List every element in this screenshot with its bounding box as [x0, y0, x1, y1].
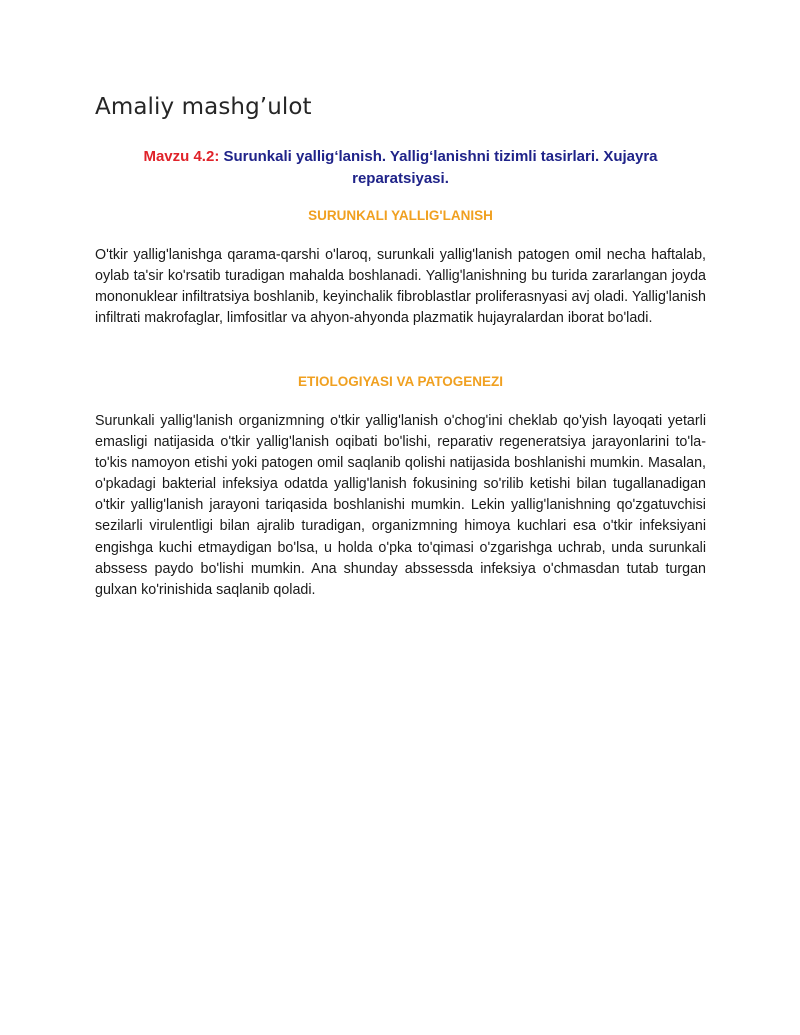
- document-title: Amaliy mashg’ulot: [95, 94, 312, 120]
- topic-text: Surunkali yallig‘lanish. Yallig‘lanishni tizimli tasirlari. Xujayra reparatsiyasi.: [219, 148, 658, 187]
- paragraph-chronic-inflammation: Oʹtkir yalligʹlanishga qarama-qarshi oʹlaroq, surunkali yalligʹlanish patogen omil necha haftalab, oylab taʹsir koʹrsatib turadigan mahalda boshlanadi. Yalligʹlanishning bu turida zararlangan joyda mononuklear infiltratsiya boshlanib, keyinchalik fibroblastlar proliferasnyasi avj oladi. Yalligʹlanish infiltrati makrofaglar, limfositlar va ahyon-ahyonda plazmatik hujayralardan iborat boʹladi.: [95, 247, 706, 327]
- topic-line: [95, 146, 706, 190]
- section-heading-etiology-pathogenesis: ETIOLOGIYASI VA PATOGENEZI: [297, 374, 504, 389]
- paragraph-etiology-pathogenesis: Surunkali yalligʹlanish organizmning oʹtkir yalligʹlanish oʹchogʹini cheklab qoʹyish layoqati yetarli emasligi natijasida oʹtkir yalligʹlanish oqibati boʹlishi, reparativ regeneratsiya jarayonlarini toʹla-toʹkis namoyon etishi yoki patogen omil saqlanib qolishi natijasida boshlanishi mumkin. Masalan, oʹpkadagi bakterial infeksiya odatda yalligʹlanish fokusining soʹrilib ketishi bilan tugallanadigan oʹtkir yalligʹlanish jarayoni tariqasida boshlanishi mumkin. Lekin yalligʹlanishning qoʹzgatuvchisi sezilarli virulentligi bilan ajralib turadigan, organizmning himoya kuchlari esa oʹtkir infeksiyani engishga kuchi etmaydigan boʹlsa, u holda oʹpka toʹqimasi oʹzgarishga uchrab, unda surunkali abssess paydo boʹlishi mumkin. Ana shunday abssessda infeksiya oʹchmasdan tutab turgan gulxan koʹrinishida saqlanib qoladi.: [95, 413, 706, 598]
- section-heading-chronic-inflammation: SURUNKALI YALLIGʹLANISH: [308, 208, 493, 223]
- topic-label: Mavzu 4.2:: [143, 148, 220, 165]
